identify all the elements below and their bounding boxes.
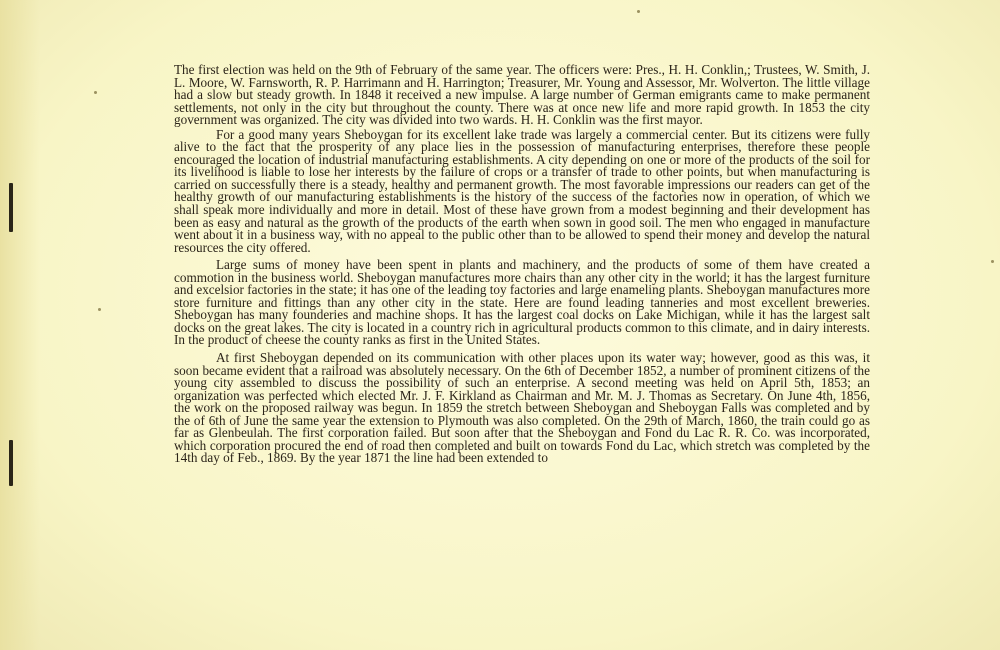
paper-speck xyxy=(94,91,97,94)
paper-speck xyxy=(98,308,101,311)
paragraph-first-election: The first election was held on the 9th of February of the same year. The officers were: Pres., H. H. Conklin,; Trustees, W. Smith, J. L. Moore, W. Farnsworth, R. P. Harrimann and H. Harrington; Treasurer, Mr. Young and Assessor, Mr. Wolverton. The little village had a slow but steady growth. In 1848 it received a new impulse. A large number of German emigrants came to make permanent settlements, not only in the city but throughout the county. There was at once new life and more rapid growth. In 1853 the city government was organized. The city was divided into two wards. H. H. Conklin was the first mayor. xyxy=(174,62,870,128)
paragraph-commercial-center: For a good many years Sheboygan for its excellent lake trade was largely a commercial center. But its citizens were fully alive to the fact that the prosperity of any place lies in the possession of manufacturing enterprises, therefore these people encouraged the location of industrial manufacturing establishments. A city depending on one or more of the products of the soil for its livelihood is liable to lose her interests by the failure of crops or a transfer of trade to other points, but when manufacturing is carried on successfully there is a steady, healthy and permanent growth. The most favorable impressions our readers can get of the healthy growth of our manufacturing establishments is the history of the success of the factories now in operation, of which we shall speak more individually and more in detail. Most of these have grown from a modest beginning and their development has been as easy and natural as the growth of the products of the earth when sown in good soil. The men who engaged in manufacture went about it in a business way, with no appeal to the public other than to be allowed to spend their money and develop the natural resources the city offered. xyxy=(174,126,870,255)
body-text xyxy=(174,64,870,467)
page-edge-shadow xyxy=(0,0,40,650)
paper-speck xyxy=(637,10,640,13)
paragraph-railroad: At first Sheboygan depended on its communication with other places upon its water way; however, good as this was, it soon became evident that a railroad was absolutely necessary. On the 6th of December 1852, a number of prominent citizens of the young city assembled to discuss the possibility of such an enterprise. A second meeting was held on April 5th, 1853; an organization was perfected which elected Mr. J. F. Kirkland as Chairman and Mr. M. J. Thomas as Secretary. On June 4th, 1856, the work on the proposed railway was begun. In 1859 the stretch between Sheboygan and Sheboygan Falls was completed and by the of 6th of June the same year the extension to Plymouth was also completed. On the 29th of March, 1860, the train could go as far as Glenbeulah. The first corporation failed. But soon after that the Sheboygan and Fond du Lac R. R. Co. was incorporated, which corporation procured the end of road then completed and built on towards Fond du Lac, which stretch was completed by the 14th day of Feb., 1869. By the year 1871 the line had been extended to xyxy=(174,350,870,466)
binding-mark-bottom xyxy=(9,440,13,486)
paper-speck xyxy=(991,260,994,263)
binding-mark-top xyxy=(9,183,13,232)
paragraph-manufactures: Large sums of money have been spent in plants and machinery, and the products of some of them have created a commotion in the business world. Sheboygan manufactures more chairs than any other city in the world; it has the largest furniture and excelsior factories in the state; it has one of the leading toy factories and large enameling plants. Sheboygan manufactures more store furniture and fittings than any other city in the state. Here are found leading tanneries and most excellent breweries. Sheboygan has many founderies and machine shops. It has the largest coal docks on Lake Michigan, while it has the largest salt docks on the great lakes. The city is located in a country rich in agricultural products common to this climate, and in dairy interests. In the product of cheese the county ranks as first in the United States. xyxy=(174,257,870,348)
